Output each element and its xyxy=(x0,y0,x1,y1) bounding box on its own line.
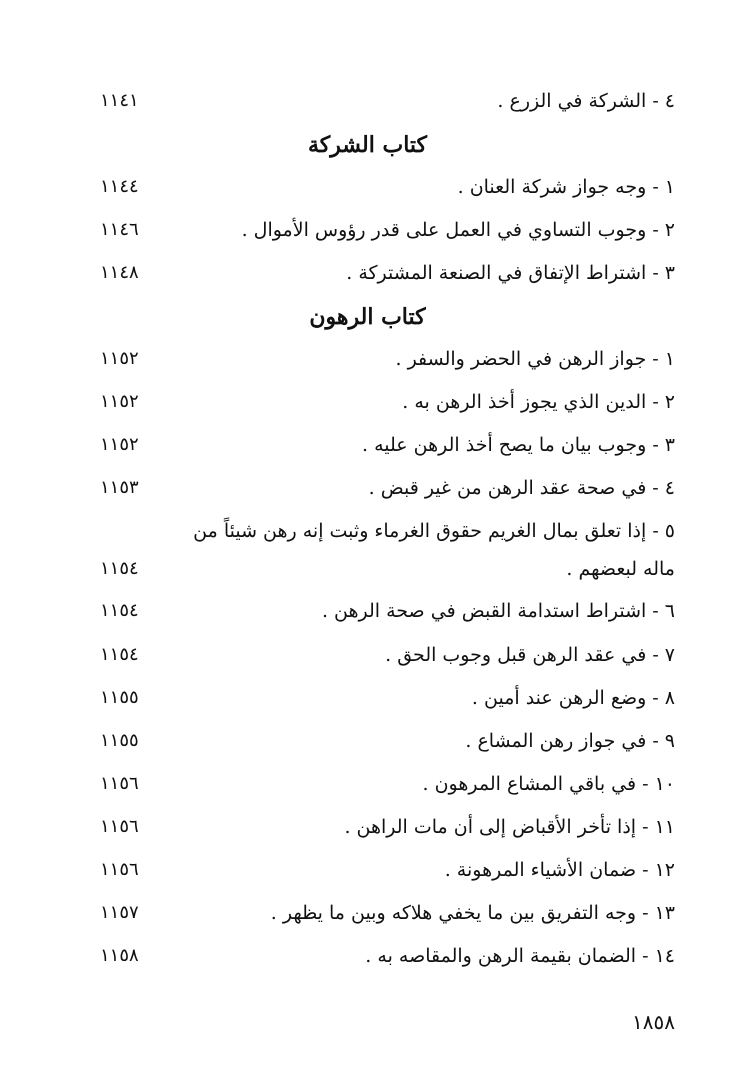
toc-entry xyxy=(60,937,675,977)
toc-entry xyxy=(60,426,675,466)
toc-entry xyxy=(60,469,675,509)
toc-entry-page: ١١٥٤ xyxy=(100,644,139,665)
page-number: ١٨٥٨ xyxy=(632,1010,675,1034)
toc-entry xyxy=(60,679,675,719)
toc-entry xyxy=(60,168,675,208)
toc-entry-page: ١١٤٦ xyxy=(100,219,139,240)
toc-entry-page: ١١٥٨ xyxy=(100,945,139,966)
toc-entry-page: ١١٥٧ xyxy=(100,902,139,923)
toc-entry xyxy=(60,894,675,934)
toc-entry-title: ٦ - اشتراط استدامة القبض في صحة الرهن . xyxy=(321,600,675,622)
toc-entry-page: ١١٥٦ xyxy=(100,816,139,837)
toc-entry-title: ٢ - الدين الذي يجوز أخذ الرهن به . xyxy=(402,391,675,413)
toc-entry-title: ١٤ - الضمان بقيمة الرهن والمقاصه به . xyxy=(365,945,675,967)
toc-entry-page: ١١٥٥ xyxy=(100,730,139,751)
toc-entry xyxy=(60,383,675,423)
toc-entry xyxy=(60,592,675,632)
toc-entry-title: ١ - جواز الرهن في الحضر والسفر . xyxy=(395,348,675,370)
toc-entry-multiline xyxy=(60,512,675,596)
toc-entry-title: ١٣ - وجه التفريق بين ما يخفي هلاكه وبين ما يظهر . xyxy=(270,902,675,924)
toc-entry-title: ٣ - اشتراط الإتفاق في الصنعة المشتركة . xyxy=(346,262,675,284)
toc-entry-title: ٩ - في جواز رهن المشاع . xyxy=(465,730,675,752)
toc-entry-title: ٤ - في صحة عقد الرهن من غير قبض . xyxy=(368,477,675,499)
toc-entry xyxy=(60,722,675,762)
toc-entry-title: ١٢ - ضمان الأشياء المرهونة . xyxy=(444,859,675,881)
toc-entry-page: ١١٥٢ xyxy=(100,391,139,412)
section-heading-ruhun: كتاب الرهون xyxy=(309,304,426,330)
toc-entry-page: ١١٥٦ xyxy=(100,859,139,880)
toc-entry xyxy=(60,82,675,122)
toc-entry-title: ٢ - وجوب التساوي في العمل على قدر رؤوس الأموال . xyxy=(241,219,675,241)
toc-entry-page: ١١٥٤ xyxy=(100,558,139,579)
toc-entry-page: ١١٥٤ xyxy=(100,600,139,621)
toc-entry-title: ٤ - الشركة في الزرع . xyxy=(497,90,675,112)
toc-entry-page: ١١٥٢ xyxy=(100,348,139,369)
toc-entry-page: ١١٥٢ xyxy=(100,434,139,455)
toc-entry-page: ١١٤١ xyxy=(100,90,139,111)
toc-entry-page: ١١٥٥ xyxy=(100,687,139,708)
toc-entry-title: ٨ - وضع الرهن عند أمين . xyxy=(471,687,675,709)
toc-entry-title: ٧ - في عقد الرهن قبل وجوب الحق . xyxy=(385,644,675,666)
toc-entry-page: ١١٥٣ xyxy=(100,477,139,498)
toc-entry-title: ١١ - إذا تأخر الأقباض إلى أن مات الراهن . xyxy=(344,816,675,838)
toc-entry-page: ١١٥٦ xyxy=(100,773,139,794)
toc-entry xyxy=(60,765,675,805)
toc-entry xyxy=(60,636,675,676)
toc-entry-title-line1: ٥ - إذا تعلق بمال الغريم حقوق الغرماء وثبت إنه رهن شيئاً من xyxy=(193,520,675,542)
toc-entry xyxy=(60,851,675,891)
toc-entry-title: ١٠ - في باقي المشاع المرهون . xyxy=(422,773,675,795)
toc-entry xyxy=(60,211,675,251)
section-heading-sharika: كتاب الشركة xyxy=(307,132,428,158)
toc-entry-page: ١١٤٨ xyxy=(100,262,139,283)
toc-entry xyxy=(60,808,675,848)
toc-entry xyxy=(60,254,675,294)
toc-entry-title: ١ - وجه جواز شركة العنان . xyxy=(457,176,675,198)
toc-entry xyxy=(60,340,675,380)
toc-entry-title-line2: ماله لبعضهم . xyxy=(566,558,675,580)
toc-entry-page: ١١٤٤ xyxy=(100,176,139,197)
toc-entry-title: ٣ - وجوب بيان ما يصح أخذ الرهن عليه . xyxy=(362,434,675,456)
